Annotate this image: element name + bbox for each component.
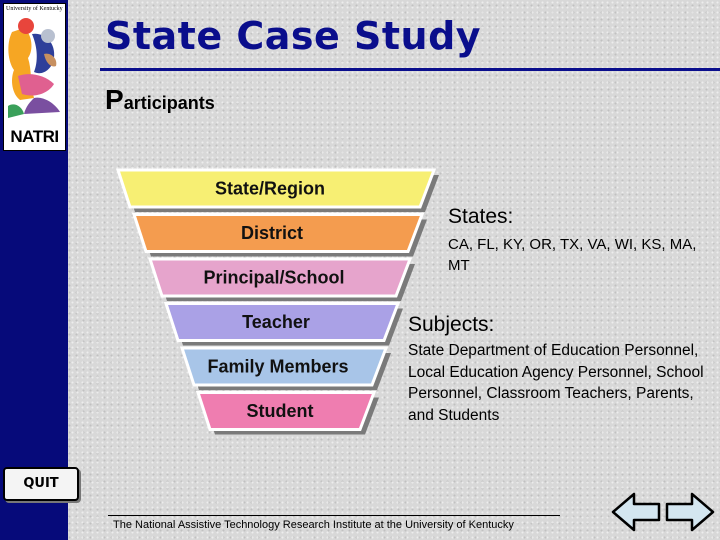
funnel-level-label: Student (246, 401, 314, 421)
slide-subtitle (105, 84, 215, 116)
subtitle-rest: articipants (123, 93, 215, 113)
arrow-right-icon[interactable] (664, 490, 716, 534)
subtitle-initial: P (105, 84, 124, 115)
subjects-list: State Department of Education Personnel, Local Education Agency Personnel, School Personnel, Classroom Teachers, Parents, and Students (408, 342, 704, 424)
footer-divider (108, 515, 560, 516)
logo-figures-icon (4, 14, 65, 124)
sidebar (0, 0, 68, 540)
natri-logo (3, 3, 66, 151)
funnel-level (182, 348, 391, 390)
slide-title: State Case Study (105, 14, 482, 58)
funnel-level-label: State/Region (214, 178, 326, 199)
funnel-level-label: Family Members (207, 356, 349, 377)
arrow-left-icon[interactable] (610, 490, 662, 534)
funnel-level-label: District (240, 223, 304, 243)
participant-funnel-diagram (112, 168, 447, 438)
funnel-level (150, 259, 415, 301)
quit-button[interactable]: QUIT (3, 467, 79, 501)
title-divider (100, 68, 720, 71)
states-heading: States: (448, 205, 514, 228)
states-list: CA, FL, KY, OR, TX, VA, WI, KS, MA, MT (448, 236, 697, 274)
funnel-level (118, 170, 439, 212)
logo-university-text: University of Kentucky (6, 6, 63, 12)
funnel-level (198, 393, 379, 435)
funnel-level (134, 215, 427, 257)
funnel-level-label: Principal/School (203, 267, 345, 288)
logo-acronym: NATRI (10, 127, 59, 146)
footer-text: The National Assistive Technology Research Institute at the University of Kentucky (113, 519, 514, 531)
funnel-level (166, 304, 403, 346)
funnel-level-label: Teacher (242, 312, 310, 332)
subjects-heading: Subjects: (408, 313, 495, 336)
